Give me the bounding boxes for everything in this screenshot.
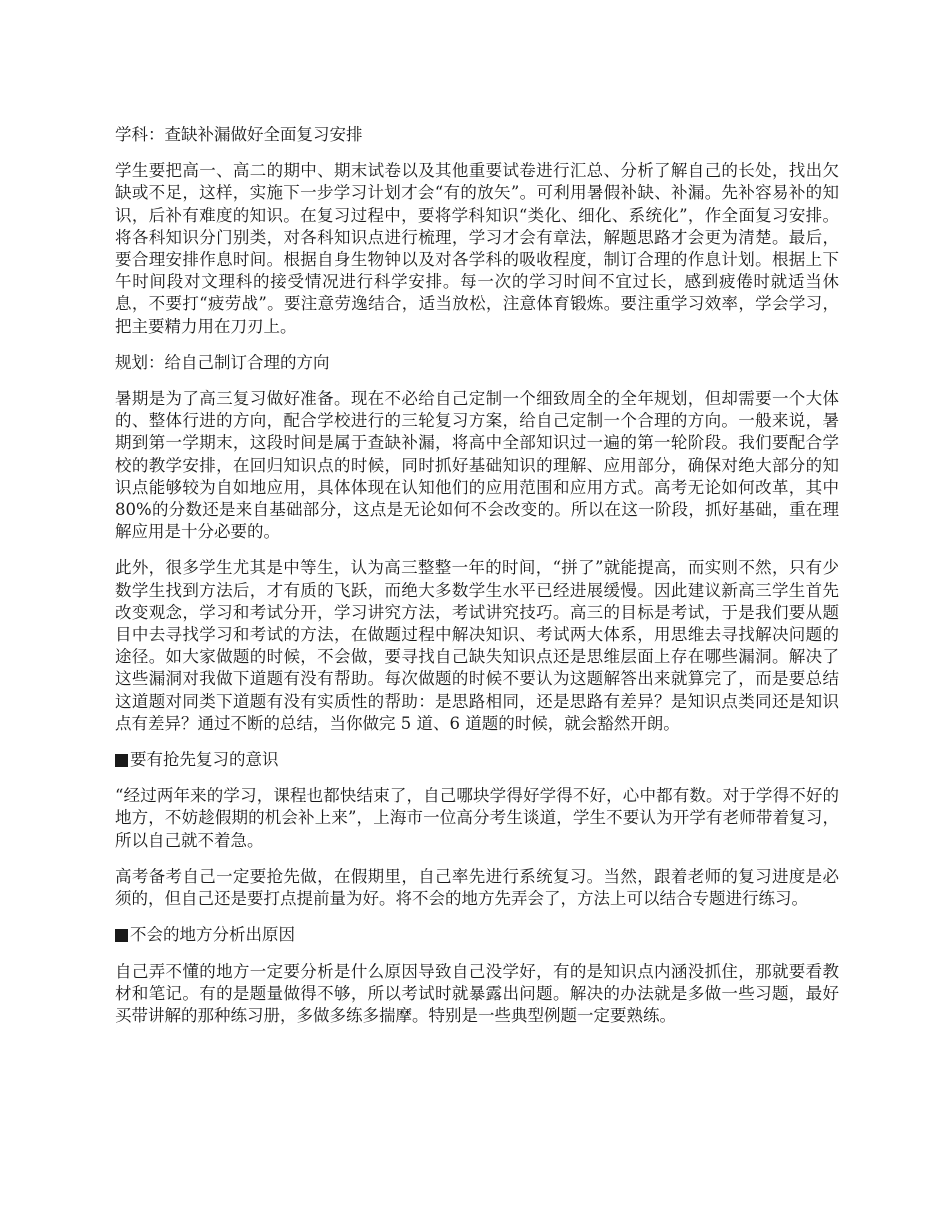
black-square-bullet-icon bbox=[115, 929, 128, 942]
section-heading-planning: 规划：给自己制订合理的方向 bbox=[115, 352, 330, 372]
black-square-bullet-icon bbox=[115, 754, 128, 767]
paragraph-subject-review: 学生要把高一、高二的期中、期末试卷以及其他重要试卷进行汇总、分析了解自己的长处，找出欠缺或不足，这样，实施下一步学习计划才会“有的放矢”。可利用暑假补缺、补漏。先补容易补的知识，后补有难度的知识。在复习过程中，要将学科知识“类化、细化、系统化”，作全面复习安排。将各科知识分门别类，对各科知识点进行梳理，学习才会有章法，解题思路才会更为清楚。最后，要合理安排作息时间。根据自身生物钟以及对各学科的吸收程度，制订合理的作息计划。根据上下午时间段对文理科的接受情况进行科学安排。每一次的学习时间不宜过长，感到疲倦时就适当休息，不要打“疲劳战”。要注意劳逸结合，适当放松，注意体育锻炼。要注重学习效率，学会学习，把主要精力用在刀刃上。 bbox=[115, 161, 839, 336]
paragraph-early-review-advice: 高考备考自己一定要抢先做，在假期里，自己率先进行系统复习。当然，跟着老师的复习进度是必须的，但自己还是要打点提前量为好。将不会的地方先弄会了，方法上可以结合专题进行练习。 bbox=[115, 866, 839, 909]
section-heading-subject: 学科：查缺补漏做好全面复习安排 bbox=[115, 125, 363, 144]
paragraph-analyze-causes: 自己弄不懂的地方一定要分析是什么原因导致自己没学好，有的是知识点内涵没抓住，那就要看教材和笔记。有的是题量做得不够，所以考试时就暴露出问题。解决的办法就是多做一些习题，最好买带讲解的那种练习册，多做多练多揣摩。特别是一些典型例题一定要熟练。 bbox=[115, 961, 839, 1025]
section-heading-analyze-causes bbox=[115, 924, 839, 946]
document-body bbox=[115, 124, 839, 1041]
section-heading-analyze-causes-text: 不会的地方分析出原因 bbox=[130, 925, 295, 945]
paragraph-planning-direction: 暑期是为了高三复习做好准备。现在不必给自己定制一个细致周全的全年规划，但却需要一个大体的、整体行进的方向，配合学校进行的三轮复习方案，给自己定制一个合理的方向。一般来说，暑期到第一学期末，这段时间是属于查缺补漏，将高中全部知识过一遍的第一轮阶段。我们要配合学校的教学安排，在回归知识点的时候，同时抓好基础知识的理解、应用部分，确保对绝大部分的知识点能够较为自如地应用，具体体现在认知他们的应用范围和应用方式。高考无论如何改革，其中80%的分数还是来自基础部分，这点是无论如何不会改变的。所以在这一阶段，抓好基础，重在理解应用是十分必要的。 bbox=[115, 389, 839, 542]
section-heading-early-review bbox=[115, 749, 839, 771]
paragraph-planning-method: 此外，很多学生尤其是中等生，认为高三整整一年的时间，“拼了”就能提高，而实则不然，只有少数学生找到方法后，才有质的飞跃，而绝大多数学生水平已经进展缓慢。因此建议新高三学生首先改变观念，学习和考试分开，学习讲究方法，考试讲究技巧。高三的目标是考试，于是我们要从题目中去寻找学习和考试的方法，在做题过程中解决知识、考试两大体系，用思维去寻找解决问题的途径。如大家做题的时候，不会做，要寻找自己缺失知识点还是思维层面上存在哪些漏洞。解决了这些漏洞对我做下道题有没有帮助。每次做题的时候不要认为这题解答出来就算完了，而是要总结这道题对同类下道题有没有实质性的帮助：是思路相同，还是思路有差异？是知识点类同还是知识点有差异？通过不断的总结，当你做完 5 道、6 道题的时候，就会豁然开朗。 bbox=[115, 558, 839, 733]
paragraph-early-review-quote: “经过两年来的学习，课程也都快结束了，自己哪块学得好学得不好，心中都有数。对于学得不好的地方，不妨趁假期的机会补上来”，上海市一位高分考生谈道，学生不要认为开学有老师带着复习，所以自己就不着急。 bbox=[115, 786, 839, 850]
section-heading-early-review-text: 要有抢先复习的意识 bbox=[130, 750, 279, 770]
